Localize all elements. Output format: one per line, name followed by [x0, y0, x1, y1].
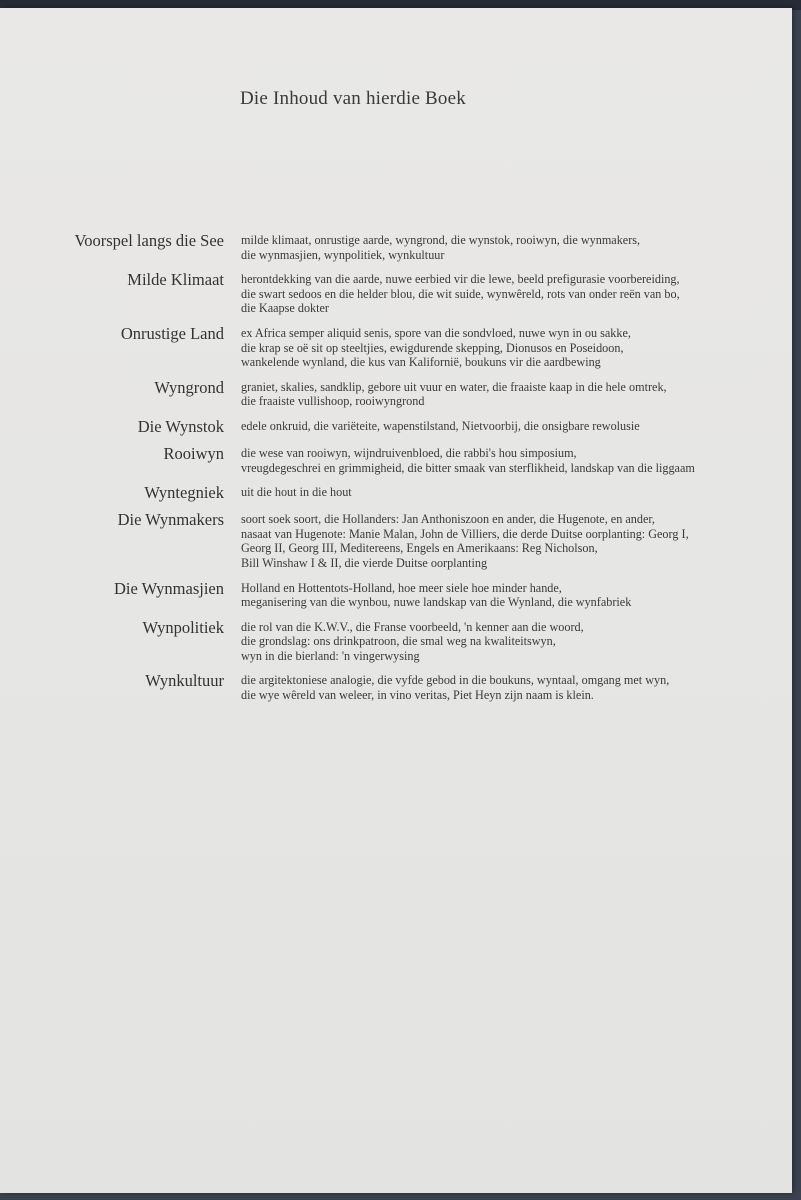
- toc-entry-description: [241, 610, 781, 664]
- toc-entry-description: [241, 223, 781, 262]
- toc-entry-description-line: die wynmasjien, wynpolitiek, wynkultuur: [241, 247, 445, 262]
- toc-entry: [0, 262, 792, 316]
- toc-entry-heading: Milde Klimaat: [127, 270, 224, 290]
- toc-entry-description: [241, 409, 781, 434]
- toc-entry-description-line: die krap se oë sit op steeltjies, ewigdurende skepping, Dionusos en Poseidoon,: [241, 340, 624, 355]
- toc-entry-description-line: die swart sedoos en die helder blou, die wit suide, wynwêreld, rots van onder reën van bo,: [241, 286, 680, 301]
- toc-entry: [0, 436, 792, 475]
- toc-entry-heading: Wyntegniek: [144, 483, 224, 503]
- toc-entry-description-line: herontdekking van die aarde, nuwe eerbied vir die lewe, beeld prefigurasie voorbereiding,: [241, 272, 680, 287]
- toc-entry-description: [241, 436, 781, 475]
- toc-entry-heading: Rooiwyn: [163, 443, 224, 463]
- toc-entry-description-line: milde klimaat, onrustige aarde, wyngrond, die wynstok, rooiwyn, die wynmakers,: [241, 233, 641, 247]
- toc-entry: [0, 316, 792, 370]
- toc-entry: [0, 409, 792, 436]
- toc-entry-description-line: Georg II, Georg III, Meditereens, Engels en Amerikaans: Reg Nicholson,: [241, 541, 598, 556]
- toc-entry-description: [241, 475, 781, 500]
- toc-entry-description-line: edele onkruid, die variëteite, wapenstilstand, Nietvoorbij, die onsigbare rewolusie: [241, 418, 640, 433]
- toc-entry-heading: Wynkultuur: [145, 671, 224, 691]
- toc-entry-description-line: ex Africa semper aliquid senis, spore van die sondvloed, nuwe wyn in ou sakke,: [241, 325, 631, 340]
- toc-entry-description-line: die wye wêreld van weleer, in vino veritas, Piet Heyn zijn naam is klein.: [241, 688, 594, 703]
- toc-entry-description-line: soort soek soort, die Hollanders: Jan Anthoniszoon en ander, die Hugenote, en ander,: [241, 512, 655, 527]
- toc-entry-description-line: die wese van rooiwyn, wijndruivenbloed, die rabbi's hou simposium,: [241, 445, 577, 460]
- toc-entry-description: [241, 502, 781, 570]
- toc-entry-heading: Voorspel langs die See: [74, 231, 224, 250]
- table-of-contents: [0, 223, 792, 703]
- toc-entry-description: [241, 370, 781, 409]
- toc-entry-description: [241, 262, 781, 316]
- toc-entry-description: [241, 571, 781, 610]
- toc-entry-description: [241, 663, 781, 702]
- toc-entry-description-line: Holland en Hottentots-Holland, hoe meer siele hoe minder hande,: [241, 580, 562, 595]
- toc-entry: [0, 370, 792, 409]
- toc-entry: [0, 502, 792, 570]
- toc-entry-description-line: nasaat van Hugenote: Manie Malan, John de Villiers, die derde Duitse oorplanting: Georg I,: [241, 526, 689, 541]
- toc-entry-description-line: Bill Winshaw I & II, die vierde Duitse oorplanting: [241, 555, 488, 570]
- toc-entry-heading: Onrustige Land: [120, 323, 224, 343]
- toc-entry-heading: Die Wynmakers: [117, 510, 224, 530]
- toc-entry-heading: Die Wynstok: [137, 416, 224, 436]
- toc-entry-description-line: uit die hout in die hout: [241, 485, 352, 500]
- toc-entry: [0, 571, 792, 610]
- toc-entry-description-line: graniet, skalies, sandklip, gebore uit vuur en water, die fraaiste kaap in die hele omtrek,: [241, 379, 667, 394]
- toc-entry-description-line: die Kaapse dokter: [241, 301, 329, 316]
- toc-entry-description-line: die fraaiste vullishoop, rooiwyngrond: [241, 394, 425, 409]
- toc-entry: [0, 663, 792, 702]
- toc-entry-description-line: vreugdegeschrei en grimmigheid, die bitter smaak van sterflikheid, landskap van die liggaam: [241, 460, 695, 475]
- toc-entry-description-line: die argitektoniese analogie, die vyfde gebod in die boukuns, wyntaal, omgang met wyn,: [241, 673, 670, 688]
- toc-entry-description-line: die grondslag: ons drinkpatroon, die smal weg na kwaliteitswyn,: [241, 634, 556, 649]
- page-title: Die Inhoud van hierdie Boek: [240, 88, 466, 109]
- toc-entry-description-line: meganisering van die wynbou, nuwe landskap van die Wynland, die wynfabriek: [241, 595, 632, 610]
- toc-entry-heading: Wyngrond: [154, 377, 224, 397]
- toc-entry-heading: Die Wynmasjien: [113, 578, 224, 598]
- book-page: [0, 8, 792, 1193]
- toc-entry: [0, 475, 792, 502]
- toc-entry-description-line: die rol van die K.W.V., die Franse voorbeeld, 'n kenner aan die woord,: [241, 619, 584, 634]
- toc-entry-description: [241, 316, 781, 370]
- toc-entry: [0, 610, 792, 664]
- toc-entry: [0, 223, 792, 262]
- toc-entry-description-line: wyn in die bierland: 'n vingerwysing: [241, 648, 420, 663]
- toc-entry-heading: Wynpolitiek: [142, 617, 224, 637]
- toc-entry-description-line: wankelende wynland, die kus van Kalifornië, boukuns vir die aardbewing: [241, 355, 601, 370]
